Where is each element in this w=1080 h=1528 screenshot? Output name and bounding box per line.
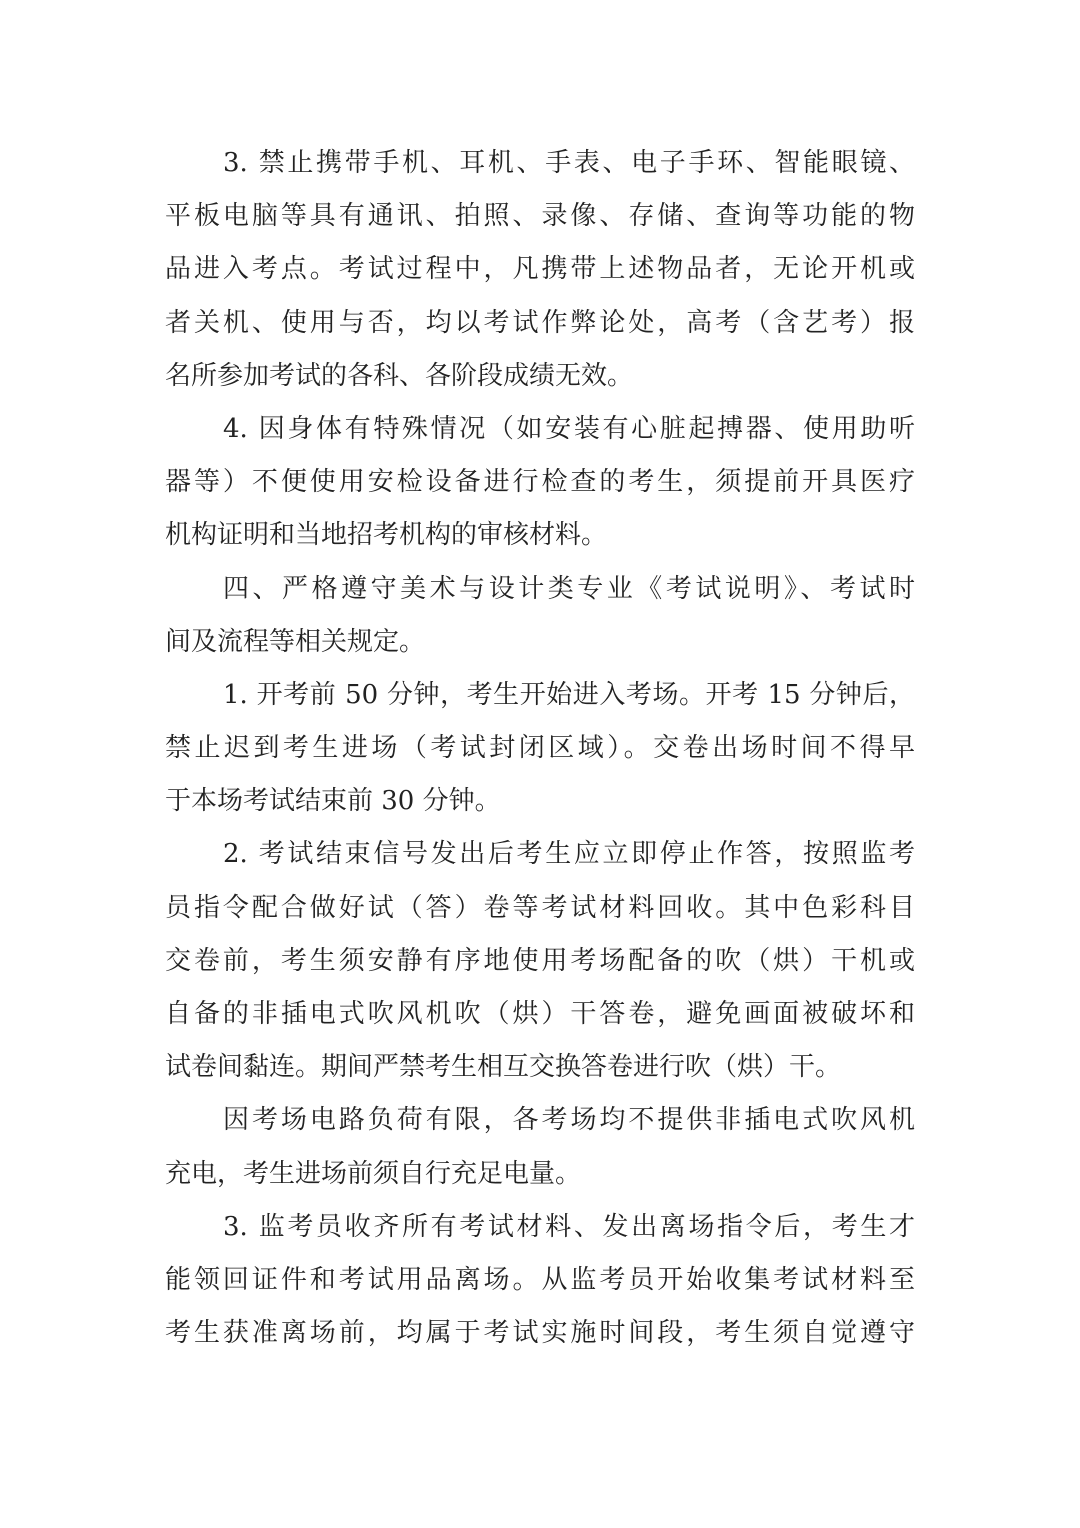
text-line: 名所参加考试的各科、各阶段成绩无效。 xyxy=(165,360,634,391)
section-heading-4 xyxy=(165,563,915,669)
paragraph-item-3-leaving xyxy=(165,1201,915,1361)
text-line: 2. 考试结束信号发出后考生应立即停止作答，按照监考 xyxy=(223,839,915,870)
text-line: 因考场电路负荷有限，各考场均不提供非插电式吹风机 xyxy=(223,1105,915,1136)
text-line: 者关机、使用与否，均以考试作弊论处，高考（含艺考）报 xyxy=(165,307,915,338)
text-line: 充电，考生进场前须自行充足电量。 xyxy=(165,1158,582,1189)
text-line: 3. 禁止携带手机、耳机、手表、电子手环、智能眼镜、 xyxy=(223,148,915,178)
paragraph-item-2-end-signal xyxy=(165,828,915,1094)
paragraph-item-3-devices xyxy=(165,137,915,403)
text-line: 1. 开考前 50 分钟，考生开始进入考场。开考 15 分钟后， xyxy=(223,679,915,710)
text-line: 3. 监考员收齐所有考试材料、发出离场指令后，考生才 xyxy=(223,1211,915,1242)
text-line: 自备的非插电式吹风机吹（烘）干答卷，避免画面被破坏和 xyxy=(165,999,915,1029)
text-line: 器等）不便使用安检设备进行检查的考生，须提前开具医疗 xyxy=(165,467,915,498)
text-line: 能领回证件和考试用品离场。从监考员开始收集考试材料至 xyxy=(165,1264,915,1295)
paragraph-item-4-medical xyxy=(165,403,915,563)
text-line: 平板电脑等具有通讯、拍照、录像、存储、查询等功能的物 xyxy=(165,201,915,232)
paragraph-power-note xyxy=(165,1094,915,1200)
text-line: 机构证明和当地招考机构的审核材料。 xyxy=(165,520,608,551)
text-line: 试卷间黏连。期间严禁考生相互交换答卷进行吹（烘）干。 xyxy=(165,1052,842,1083)
text-line: 品进入考点。考试过程中，凡携带上述物品者，无论开机或 xyxy=(165,254,915,285)
text-line: 考生获准离场前，均属于考试实施时间段，考生须自觉遵守 xyxy=(165,1318,915,1349)
document-page xyxy=(165,137,915,1360)
text-line: 于本场考试结束前 30 分钟。 xyxy=(165,786,501,817)
text-line: 员指令配合做好试（答）卷等考试材料回收。其中色彩科目 xyxy=(165,892,915,923)
text-line: 间及流程等相关规定。 xyxy=(165,626,426,657)
text-line: 四、严格遵守美术与设计类专业《考试说明》、考试时 xyxy=(223,573,915,604)
text-line: 禁止迟到考生进场（考试封闭区域）。交卷出场时间不得早 xyxy=(165,733,915,764)
text-line: 交卷前，考生须安静有序地使用考场配备的吹（烘）干机或 xyxy=(165,945,915,976)
text-line: 4. 因身体有特殊情况（如安装有心脏起搏器、使用助听 xyxy=(223,413,915,444)
paragraph-item-1-timing xyxy=(165,669,915,829)
